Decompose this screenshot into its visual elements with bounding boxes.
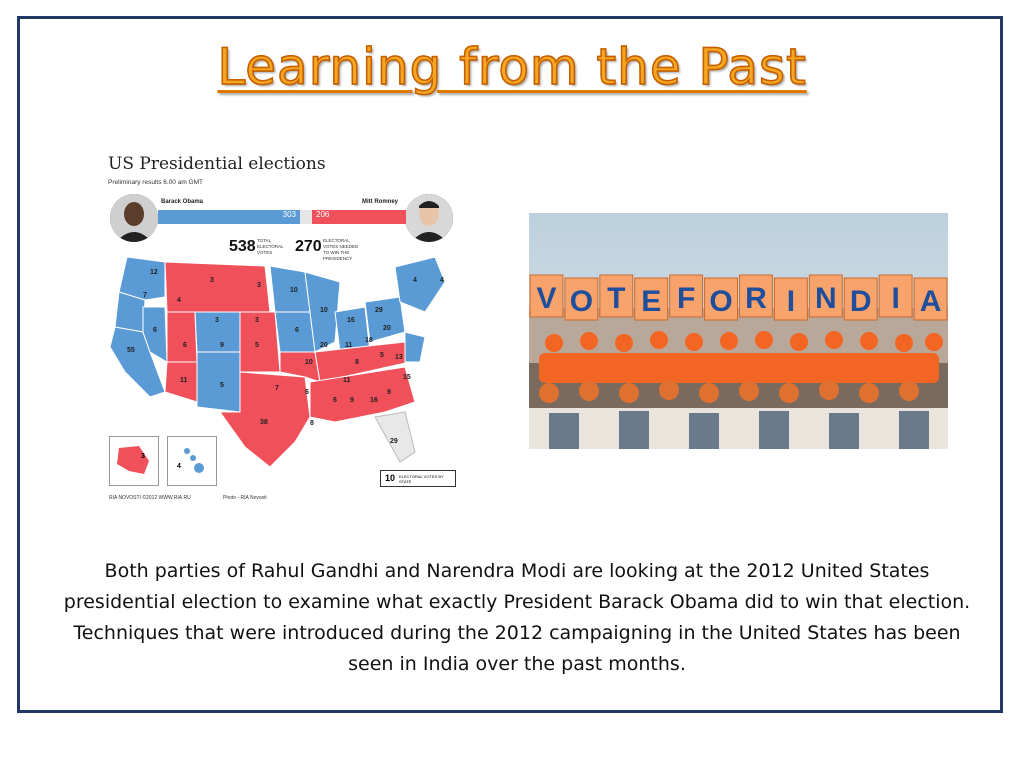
candidate-left-name: Barack Obama <box>161 199 204 205</box>
svg-text:9: 9 <box>387 389 391 396</box>
election-infographic <box>105 152 465 512</box>
sign-letter <box>565 278 598 320</box>
svg-text:12: 12 <box>150 269 158 276</box>
vote-for-india-photo <box>529 213 948 449</box>
sign-letter <box>705 278 738 320</box>
sign-letter <box>844 278 877 320</box>
svg-text:8: 8 <box>310 420 314 427</box>
svg-text:O: O <box>569 285 594 318</box>
dem-votes-bar: 303 <box>158 210 300 224</box>
svg-text:29: 29 <box>390 438 398 445</box>
svg-text:A: A <box>919 285 942 318</box>
svg-text:11: 11 <box>180 377 188 384</box>
svg-text:16: 16 <box>347 317 355 324</box>
bar-gap <box>300 210 312 224</box>
svg-text:O: O <box>709 285 733 318</box>
svg-text:4: 4 <box>177 463 181 470</box>
map-legend: 10 ELECTORAL VOTES BY STATE <box>380 470 456 487</box>
infographic-footer-right: Photo - RIA Novosti <box>223 495 267 501</box>
svg-text:V: V <box>536 282 557 315</box>
sign-letter <box>809 275 842 317</box>
slide-title: Learning from the Past <box>217 38 807 96</box>
svg-text:55: 55 <box>127 347 135 354</box>
svg-text:18: 18 <box>365 337 373 344</box>
svg-text:10: 10 <box>290 287 298 294</box>
us-electoral-map <box>105 252 465 472</box>
svg-text:R: R <box>745 282 767 315</box>
svg-text:6: 6 <box>305 389 309 396</box>
svg-text:3: 3 <box>257 282 261 289</box>
svg-text:11: 11 <box>345 342 353 349</box>
svg-text:6: 6 <box>153 327 157 334</box>
svg-text:20: 20 <box>320 342 328 349</box>
svg-text:3: 3 <box>210 277 214 284</box>
svg-text:5: 5 <box>380 352 384 359</box>
svg-text:N: N <box>814 282 837 315</box>
svg-text:29: 29 <box>375 307 383 314</box>
svg-text:F: F <box>676 282 696 315</box>
slide-caption: Both parties of Rahul Gandhi and Narendra Modi are looking at the 2012 United States presidential election to examine what exactly President Barack Obama did to win that election. Techniques that were introduced during the 2012 campaigning in the United States has been seen in India over the past months. <box>63 560 971 675</box>
svg-text:I: I <box>891 282 900 315</box>
sign-letter <box>879 275 912 317</box>
sign-letter <box>670 275 703 317</box>
svg-text:5: 5 <box>220 382 224 389</box>
svg-text:10: 10 <box>320 307 328 314</box>
sign-letter <box>530 275 563 317</box>
sign-letter <box>740 275 773 317</box>
svg-text:3: 3 <box>255 317 259 324</box>
svg-text:6: 6 <box>295 327 299 334</box>
svg-text:4: 4 <box>440 277 444 284</box>
infographic-footer-left: RIA NOVOSTI ©2012 WWW.RIA.RU <box>109 495 191 501</box>
needed-votes: 270 <box>295 238 322 255</box>
sign-letter <box>914 278 947 320</box>
svg-text:6: 6 <box>183 342 187 349</box>
svg-text:7: 7 <box>143 292 147 299</box>
svg-text:E: E <box>641 285 662 318</box>
svg-text:11: 11 <box>343 377 351 384</box>
hawaii-inset <box>167 436 217 486</box>
total-votes: 538 <box>229 238 256 255</box>
svg-text:7: 7 <box>275 385 279 392</box>
total-votes-label: TOTAL ELECTORAL VOTES <box>257 238 284 255</box>
obama-photo <box>110 194 158 242</box>
rep-votes-bar: 206 <box>312 210 406 224</box>
svg-text:9: 9 <box>350 397 354 404</box>
svg-text:20: 20 <box>383 325 391 332</box>
svg-text:T: T <box>607 282 626 315</box>
svg-text:6: 6 <box>333 397 337 404</box>
sign-letter <box>635 278 668 320</box>
svg-text:16: 16 <box>370 397 378 404</box>
svg-text:3: 3 <box>215 317 219 324</box>
svg-text:D: D <box>849 285 872 318</box>
svg-text:38: 38 <box>260 419 268 426</box>
infographic-subtitle: Preliminary results 6.00 am GMT <box>108 179 203 186</box>
svg-text:4: 4 <box>413 277 417 284</box>
romney-photo <box>405 194 453 242</box>
svg-text:15: 15 <box>403 374 411 381</box>
svg-text:I: I <box>786 285 796 318</box>
svg-text:5: 5 <box>255 342 259 349</box>
svg-text:13: 13 <box>395 354 403 361</box>
sign-letter <box>774 278 807 320</box>
svg-text:9: 9 <box>220 342 224 349</box>
svg-text:8: 8 <box>355 359 359 366</box>
sign-letter <box>600 275 633 317</box>
svg-text:4: 4 <box>177 297 181 304</box>
infographic-title: US Presidential elections <box>108 154 326 174</box>
alaska-inset <box>109 436 159 486</box>
svg-text:3: 3 <box>141 453 145 460</box>
svg-text:10: 10 <box>305 359 313 366</box>
candidate-right-name: Mitt Romney <box>362 199 398 205</box>
needed-votes-label: ELECTORAL VOTES NEEDED TO WIN THE PRESIDENCY <box>323 238 359 261</box>
